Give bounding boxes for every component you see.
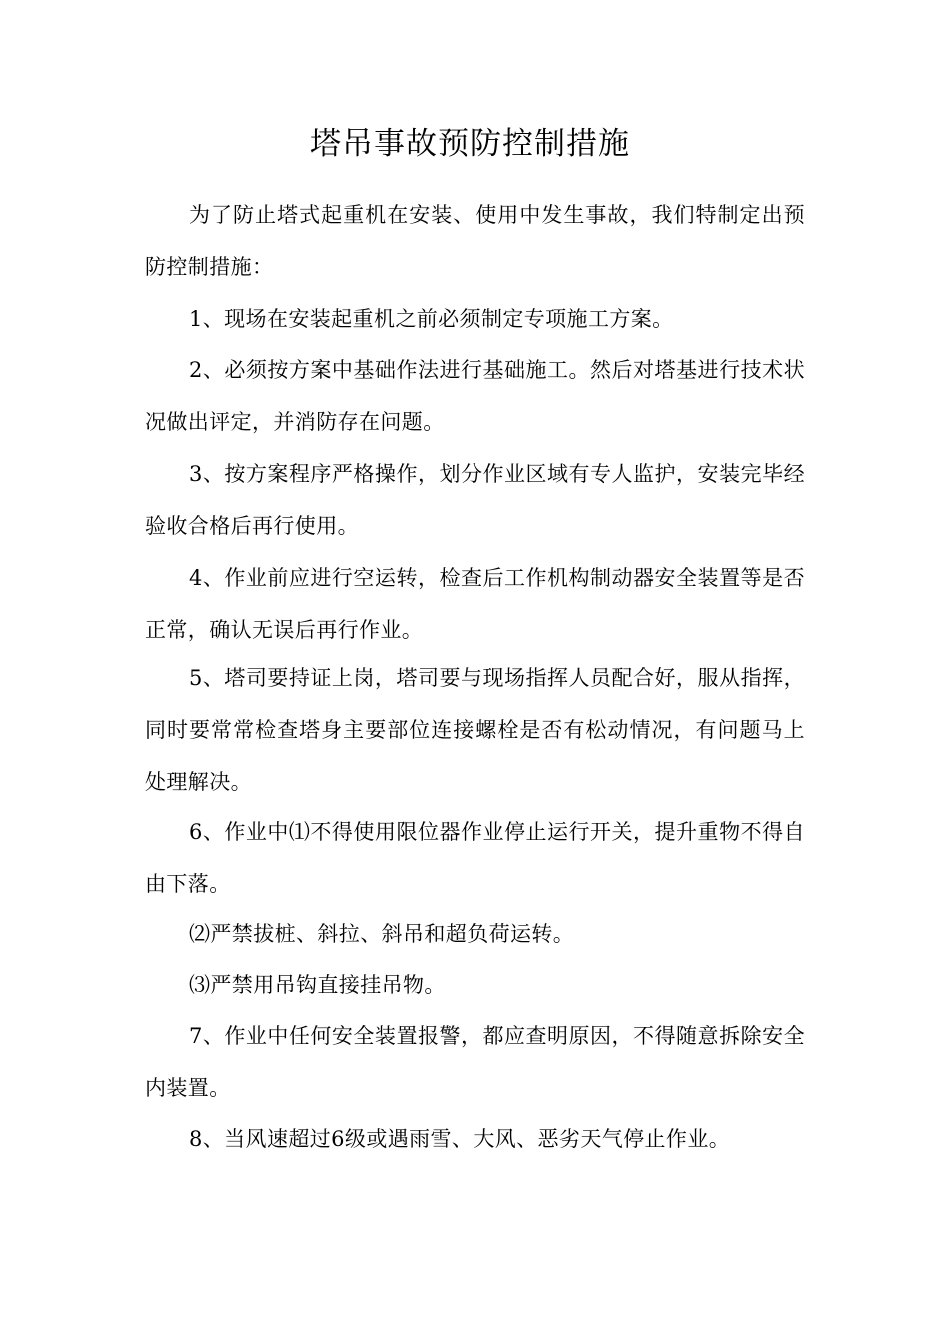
measure-3-paragraph: 3、按方案程序严格操作，划分作业区域有专人监护，安装完毕经验收合格后再行使用。 [145, 462, 805, 538]
measure-5-paragraph: 5、塔司要持证上岗，塔司要与现场指挥人员配合好，服从指挥，同时要常常检查塔身主要部位连接螺栓是否有松动情况，有问题马上处理解决。 [145, 666, 805, 794]
measure-6-sub-2-paragraph: ⑵严禁拔桩、斜拉、斜吊和超负荷运转。 [189, 922, 575, 946]
measure-6-paragraph: 6、作业中⑴不得使用限位器作业停止运行开关，提升重物不得自由下落。 [145, 820, 805, 896]
document-title: 塔吊事故预防控制措施 [310, 126, 630, 162]
document-page [145, 0, 805, 1344]
measure-8-paragraph: 8、当风速超过6级或遇雨雪、大风、恶劣天气停止作业。 [189, 1127, 731, 1151]
measure-2-paragraph: 2、必须按方案中基础作法进行基础施工。然后对塔基进行技术状况做出评定，并消防存在问题。 [145, 358, 805, 434]
measure-7-paragraph: 7、作业中任何安全装置报警，都应查明原因，不得随意拆除安全内装置。 [145, 1024, 805, 1100]
intro-paragraph: 为了防止塔式起重机在安装、使用中发生事故，我们特制定出预防控制措施： [145, 203, 805, 279]
measure-1-paragraph: 1、现场在安装起重机之前必须制定专项施工方案。 [189, 307, 674, 331]
measure-6-sub-3-paragraph: ⑶严禁用吊钩直接挂吊物。 [189, 973, 446, 997]
measure-4-paragraph: 4、作业前应进行空运转，检查后工作机构制动器安全装置等是否正常，确认无误后再行作业。 [145, 566, 805, 642]
